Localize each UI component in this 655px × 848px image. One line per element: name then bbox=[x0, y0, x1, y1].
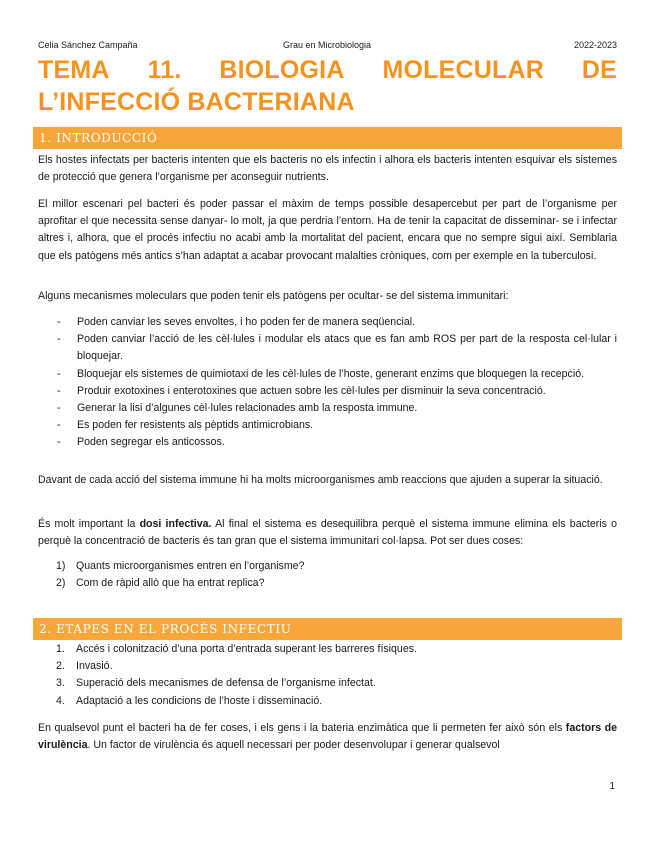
list-item bbox=[38, 658, 617, 675]
list-marker: 1) bbox=[56, 560, 66, 572]
list-item bbox=[38, 366, 617, 383]
page-number: 1 bbox=[609, 781, 615, 792]
paragraph-dosi-infectiva bbox=[38, 516, 617, 550]
list-item bbox=[38, 383, 617, 400]
paragraph-factors-virulencia bbox=[38, 720, 617, 754]
list-item-text: Quants microorganismes entren en l’organisme? bbox=[76, 560, 305, 572]
steps-list bbox=[38, 641, 617, 710]
list-item-text: Generar la lisi d’algunes cèl·lules relacionades amb la resposta immune. bbox=[77, 402, 418, 415]
list-item bbox=[38, 331, 617, 365]
list-item bbox=[38, 558, 617, 575]
list-marker: 1. bbox=[56, 643, 65, 655]
list-item bbox=[38, 575, 617, 592]
list-item-text: Adaptació a les condicions de l’hoste i disseminació. bbox=[76, 694, 323, 707]
list-item-text: Es poden fer resistents als pèptids antimicrobians. bbox=[77, 419, 314, 432]
questions-list bbox=[38, 558, 617, 592]
text-run: Al final el sistema es desequilibra perquè el sistema immune elimina els bacteris o perquè la concentració de bacteris és tan gran que el sistema immunitari col·lapsa. Pot ser dues coses: bbox=[38, 518, 617, 548]
mechanisms-list bbox=[38, 314, 617, 452]
list-item bbox=[38, 693, 617, 710]
bullet-marker: - bbox=[57, 316, 61, 328]
list-item-text: Poden segregar els anticossos. bbox=[77, 436, 225, 449]
list-marker: 2) bbox=[56, 577, 66, 590]
header-year: 2022-2023 bbox=[573, 40, 617, 50]
list-item-text: Bloquejar els sistemes de quimiotaxi de les cèl·lules de l’hoste, generant enzims que bloquegen la recepció. bbox=[77, 367, 585, 380]
header-author: Celia Sánchez Campaña bbox=[38, 40, 138, 50]
paragraph: El millor escenari pel bacteri és poder passar el màxim de temps possible desapercebut per part de l’organisme per aprofitar el que necessita sense danyar- lo molt, ja que perdria l’entorn. Ha de tenir la capacitat de disseminar- se i infectar altres i, alhora, que el procés infectiu no acabi amb la mortalitat del pacient, encara que no sempre sigui així. Semblaria que els patògens més antics s’han adaptat a acabar provocant malalties cròniques, com per exemple en la tuberculosi. bbox=[38, 198, 617, 262]
title-word: MOLECULAR bbox=[382, 56, 544, 84]
list-item-text: Superació dels mecanismes de defensa de l’organisme infectat. bbox=[76, 677, 376, 690]
page-header bbox=[38, 40, 617, 52]
list-item-text: Produir exotoxines i enterotoxines que actuen sobre les cèl·lules per disminuir la seva concentració. bbox=[77, 384, 546, 397]
list-item bbox=[38, 417, 617, 434]
list-item-text: Com de ràpid allò que ha entrat replica? bbox=[76, 577, 265, 590]
header-course: Grau en Microbiologia bbox=[283, 40, 372, 50]
list-item-text: Accés i colonització d’una porta d’entrada superant les barreres físiques. bbox=[76, 643, 417, 655]
title-word: TEMA bbox=[38, 56, 110, 84]
list-item bbox=[38, 434, 617, 451]
paragraph: Davant de cada acció del sistema immune hi ha molts microorganismes amb reaccions que ajuden a superar la situació. bbox=[38, 474, 603, 486]
title-word: DE bbox=[581, 56, 617, 84]
title-word: BIOLOGIA bbox=[219, 56, 345, 84]
text-run: En qualsevol punt el bacteri ha de fer coses, i els gens i la bateria enzimàtica que li permeten fer això són els bbox=[38, 722, 566, 734]
bullet-marker: - bbox=[57, 402, 61, 415]
bullet-marker: - bbox=[57, 333, 61, 346]
title-word: 11. bbox=[147, 56, 182, 84]
page-title bbox=[38, 54, 617, 118]
title-line-1 bbox=[38, 54, 617, 86]
section-heading-introduccio: 1. INTRODUCCIÓ bbox=[33, 127, 622, 149]
paragraph: Alguns mecanismes moleculars que poden tenir els patògens per ocultar- se del sistema immunitari: bbox=[38, 290, 509, 302]
text-run: És molt important la bbox=[38, 518, 140, 530]
list-item-text: Invasió. bbox=[76, 660, 113, 673]
bullet-marker: - bbox=[57, 384, 61, 397]
bullet-marker: - bbox=[57, 419, 61, 432]
bullet-marker: - bbox=[57, 367, 61, 380]
list-marker: 4. bbox=[56, 694, 65, 707]
bullet-marker: - bbox=[57, 436, 61, 449]
list-marker: 3. bbox=[56, 677, 65, 690]
list-item bbox=[38, 675, 617, 692]
list-marker: 2. bbox=[56, 660, 65, 673]
list-item-text: Poden canviar l’acció de les cèl·lules i modular els atacs que es fan amb ROS per part de la resposta cel·lular i bloquejar. bbox=[77, 333, 617, 363]
bold-term: factors de virulència bbox=[38, 722, 617, 752]
list-item bbox=[38, 400, 617, 417]
list-item bbox=[38, 314, 617, 331]
list-item bbox=[38, 641, 617, 658]
list-item-text: Poden canviar les seves envoltes, i ho poden fer de manera seqüencial. bbox=[77, 316, 416, 328]
paragraph: Els hostes infectats per bacteris intenten que els bacteris no els infectin i alhora els bacteris intenten esquivar els sistemes de protecció que genera l’organisme per aconseguir nutrients. bbox=[38, 154, 617, 184]
bold-term: dosi infectiva. bbox=[139, 518, 212, 530]
section-heading-etapes: 2. ETAPES EN EL PROCÉS INFECTIU bbox=[33, 618, 622, 640]
title-line-2: L’INFECCIÓ BACTERIANA bbox=[38, 88, 355, 116]
text-run: . Un factor de virulència és aquell necessari per poder desenvolupar i generar qualsevol bbox=[87, 739, 500, 752]
